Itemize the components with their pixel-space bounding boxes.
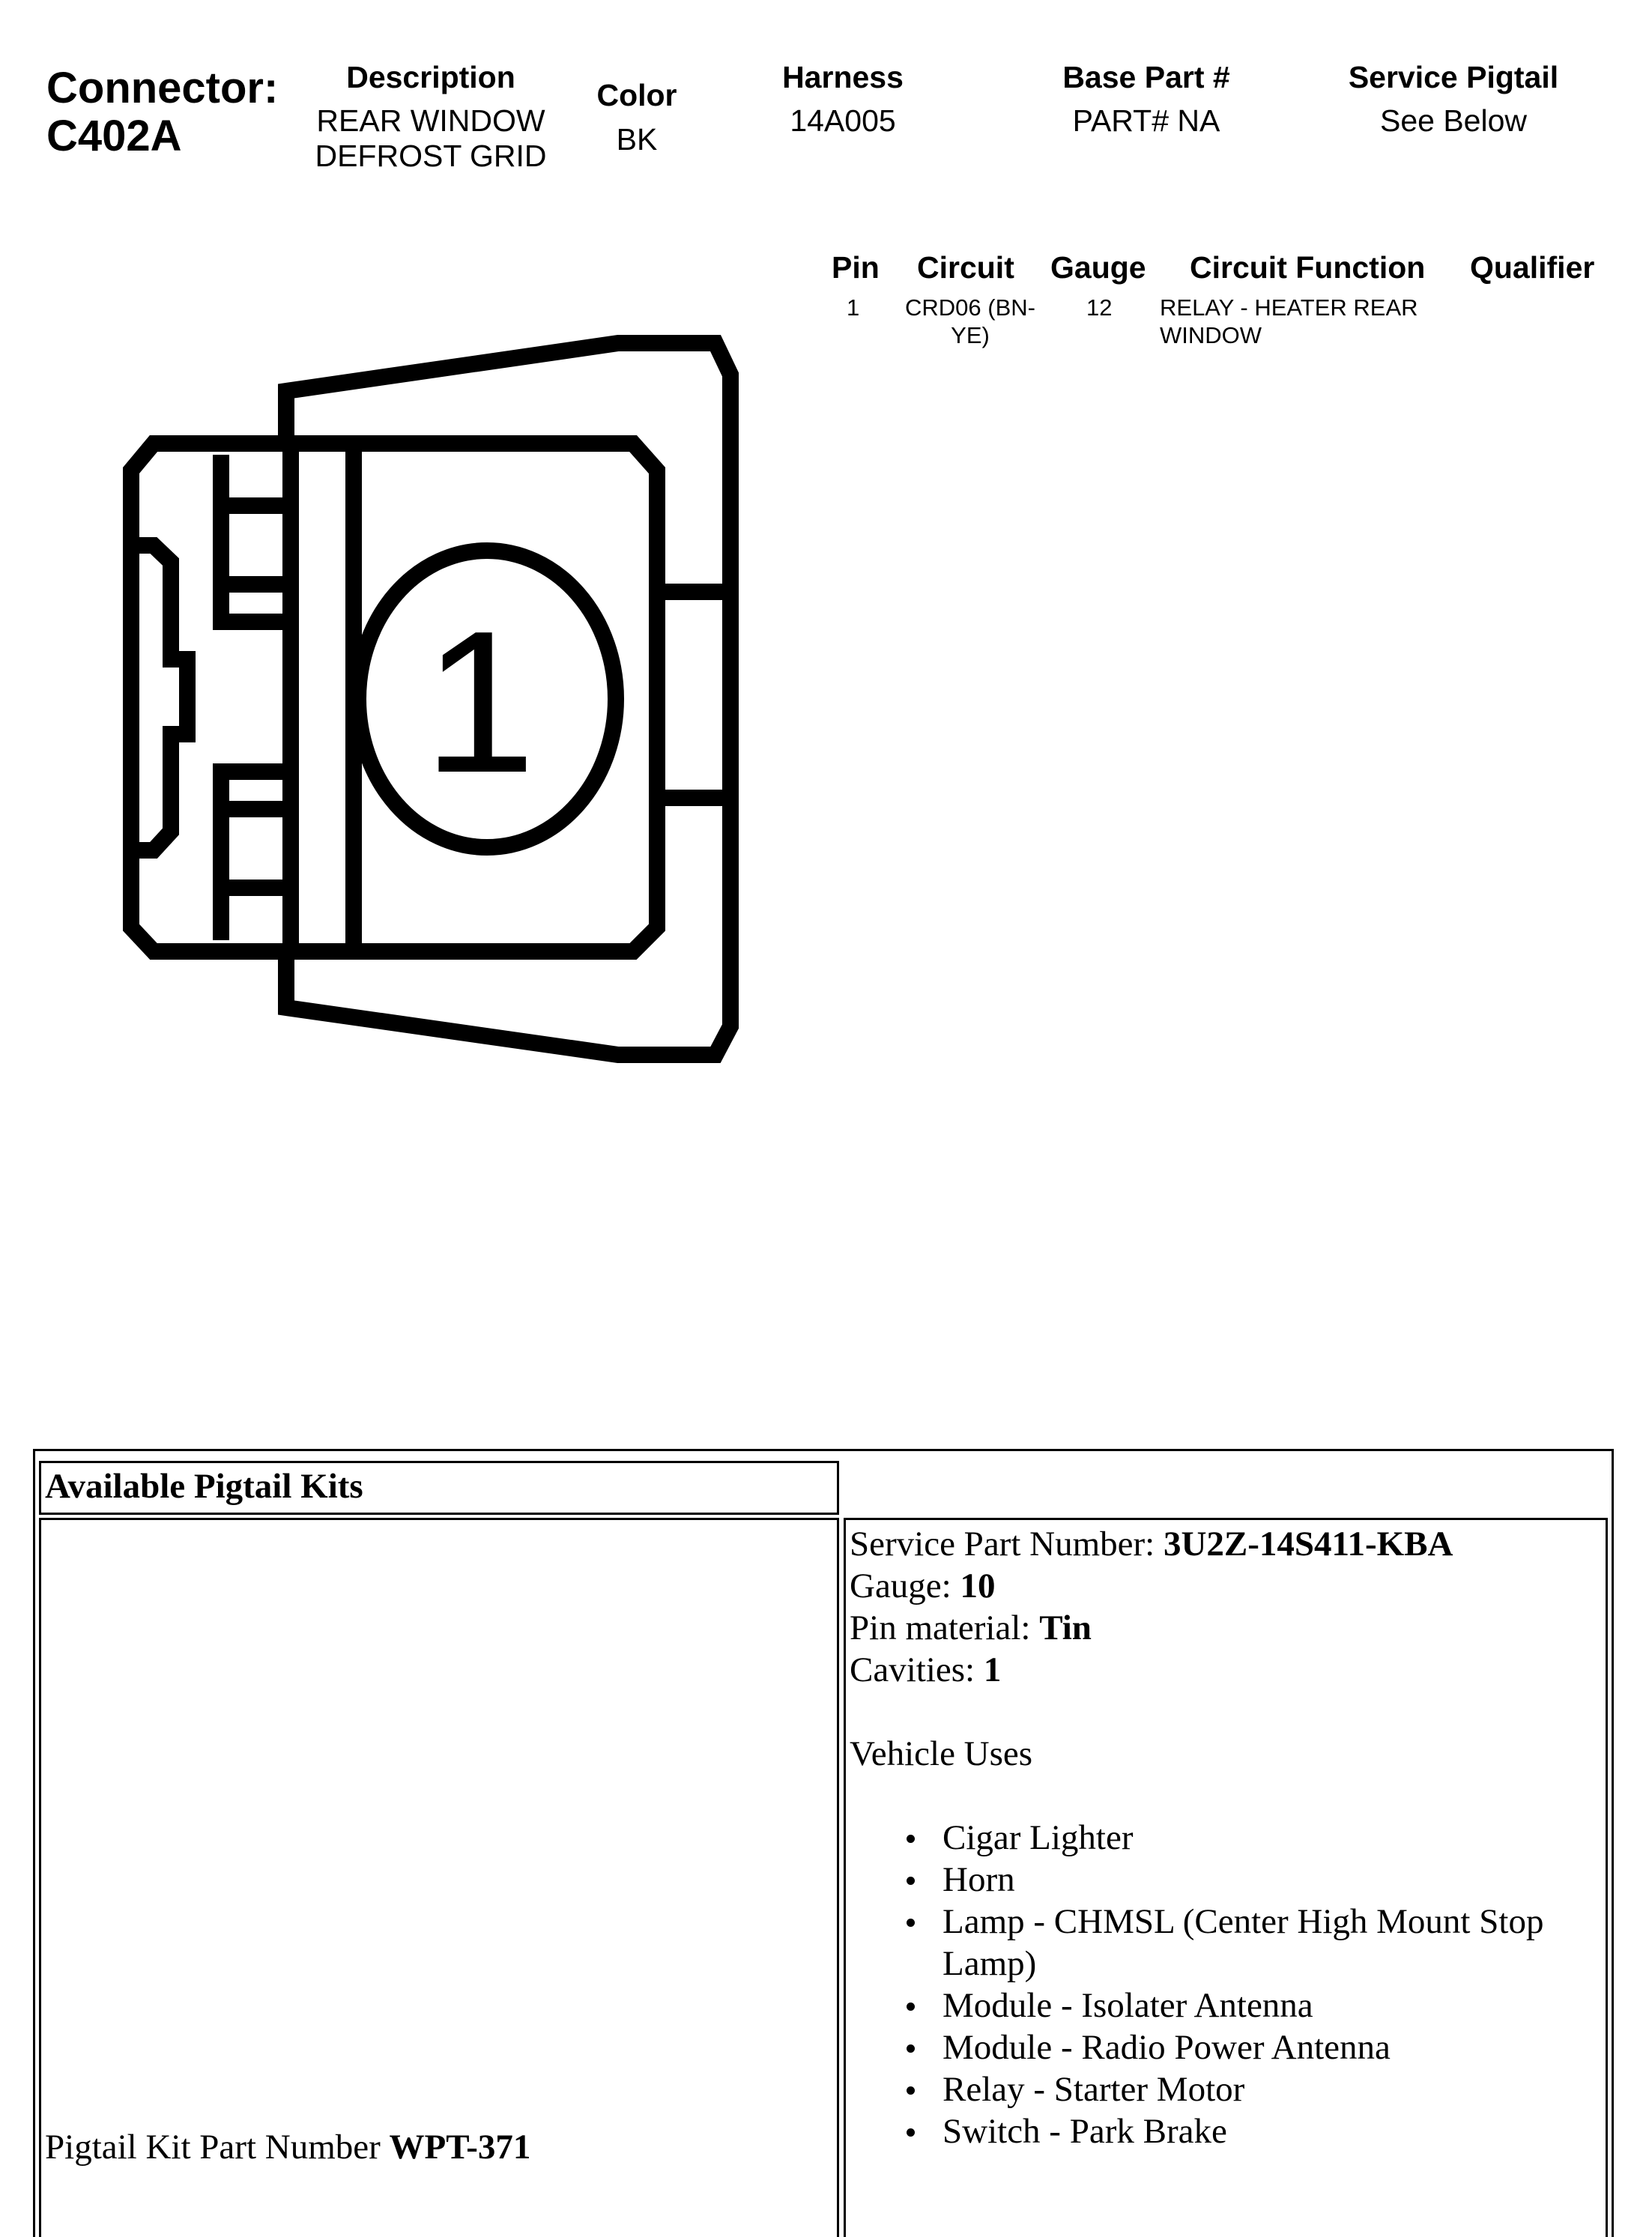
pin-row-pin: 1 <box>847 294 860 321</box>
vehicle-use-item: Lamp - CHMSL (Center High Mount Stop Lamp) <box>850 1901 1603 1985</box>
cavity-number-label: 1 <box>423 590 536 815</box>
connector-label: Connector: <box>46 64 279 112</box>
service-pigtail-heading: Service Pigtail <box>1348 60 1559 94</box>
vehicle-use-item: Horn <box>850 1859 1603 1901</box>
service-pigtail-value: See Below <box>1379 103 1527 138</box>
pigtail-details <box>850 1523 1603 2152</box>
color-value: BK <box>616 122 658 157</box>
vehicle-use-item: Module - Radio Power Antenna <box>850 2026 1603 2068</box>
gauge-column-heading: Gauge <box>1050 250 1146 285</box>
pin-column-heading: Pin <box>832 250 880 285</box>
vehicle-uses-label: Vehicle Uses <box>850 1734 1033 1773</box>
base-part-value: PART# NA <box>1072 103 1220 138</box>
connector-face-diagram <box>0 0 824 1124</box>
pigtail-title: Available Pigtail Kits <box>45 1467 363 1506</box>
function-column-heading: Circuit Function <box>1190 250 1426 285</box>
qualifier-column-heading: Qualifier <box>1470 250 1595 285</box>
connector-inner-housing <box>131 444 657 951</box>
pin-row-circuit-line-1: CRD06 (BN- <box>905 294 1035 321</box>
pigtail-kit-part-number: Pigtail Kit Part Number WPT-371 <box>45 2128 531 2167</box>
vehicle-uses-list <box>850 1817 1603 2152</box>
vehicle-use-item: Cigar Lighter <box>850 1817 1603 1859</box>
vehicle-use-item: Switch - Park Brake <box>850 2110 1603 2152</box>
vehicle-use-item: Module - Isolater Antenna <box>850 1985 1603 2026</box>
pigtail-gauge: Gauge: 10 <box>850 1566 996 1605</box>
pin-row-gauge: 12 <box>1086 294 1113 321</box>
harness-value: 14A005 <box>790 103 896 138</box>
pigtail-cavities: Cavities: 1 <box>850 1650 1002 1689</box>
color-heading: Color <box>596 78 677 112</box>
description-line-1: REAR WINDOW <box>316 103 545 138</box>
pigtail-pin-material: Pin material: Tin <box>850 1608 1092 1647</box>
service-part-number: Service Part Number: 3U2Z-14S411-KBA <box>850 1525 1453 1564</box>
description-heading: Description <box>346 60 515 94</box>
vehicle-use-item: Relay - Starter Motor <box>850 2068 1603 2110</box>
pin-row-function-line-2: WINDOW <box>1160 322 1262 348</box>
pin-row-function-line-1: RELAY - HEATER REAR <box>1160 294 1418 321</box>
description-line-2: DEFROST GRID <box>315 139 547 173</box>
harness-heading: Harness <box>782 60 904 94</box>
connector-id: C402A <box>46 112 182 160</box>
base-part-heading: Base Part # <box>1062 60 1230 94</box>
circuit-column-heading: Circuit <box>917 250 1014 285</box>
pin-row-circuit-line-2: YE) <box>951 322 990 348</box>
